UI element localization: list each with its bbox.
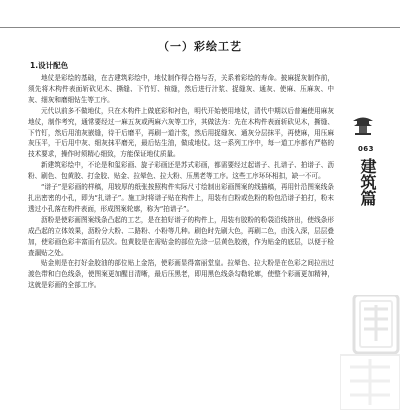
seal-watermark-icon bbox=[340, 295, 400, 410]
chapter-name: 建筑篇 bbox=[358, 158, 377, 206]
body-text bbox=[28, 73, 334, 291]
paragraph: 地仗是彩绘的基础，在古建筑彩绘中，地仗制作得合格与否，关系着彩绘的寿命。披麻捉灰制作前，须先将木构件表面斩砍见木、撕缝、下竹钉、楦缝，然后进行汁浆、捉缝灰、通灰、使麻、压麻灰、中灰、细灰和磨细钻生等工序。 bbox=[28, 74, 334, 104]
section-title: （一）彩绘工艺 bbox=[158, 40, 242, 53]
subsection-heading: 1.设计配色 bbox=[30, 61, 69, 70]
header-rule bbox=[0, 27, 400, 28]
paragraph: 贴金则是在打好金胶油的部位贴上金箔，使彩画显得富丽堂皇。拉晕色、拉大粉是在色彩之间拉出过渡色带和白色线条，使图案更加醒目清晰，最后压黑老，即用黑色线条勾勒轮廓，使整个彩画更加精神，这就是彩画的全部工序。 bbox=[28, 259, 334, 290]
page-number: 063 bbox=[357, 145, 375, 153]
pagoda-icon bbox=[350, 112, 376, 138]
paragraph: 元代以前多不做地仗，只在木构件上做底彩和衬色，明代开始使用地仗，清代中期以后普遍使用麻灰地仗，制作考究，通常要经过一麻五灰或两麻六灰等工序，其做法为：先在木构件表面斩砍见木，撕缝、下竹钉，然后用油灰嵌缝，待干后磨平，再刷一道汁浆，然后用捉缝灰、通灰分层抹平，再使麻，用压麻灰压平，干后用中灰、细灰抹平磨光，最后钻生油，做成地仗。这一系列工序中，每一道工序都有严格的技术要求，操作时须精心细致，方能保证地仗质量。 bbox=[28, 106, 334, 159]
paragraph: 沥粉是使彩画图案线条凸起的工艺，是在拍好谱子的构件上，用装有胶粉的粉袋沿线挤出，使线条形成凸起的立体效果，沥粉分大粉、二路粉、小粉等几种。刷色时先刷大色，再刷二色，由浅入深，层层叠加，使彩画色彩丰富而有层次。包黄胶是在需贴金的部位先涂一层黄色胶液，作为贴金的底层，以便于检查漏贴之处。 bbox=[28, 215, 334, 257]
paragraph: 新建筑彩绘中，不论是和玺彩画、旋子彩画还是苏式彩画，都需要经过起谱子、扎谱子、拍谱子、沥粉、刷色、包黄胶、打金胶、贴金、拉晕色、拉大粉、压黑老等工序。这些工序环环相扣，缺一不可。 bbox=[28, 161, 334, 181]
page-header bbox=[0, 0, 400, 34]
paragraph: “谱子”是彩画的样稿，用较厚的纸张按照构件实际尺寸绘制出彩画图案的线描稿，再用针沿图案线条扎出密密的小孔，即为“扎谱子”。施工时将谱子贴在构件上，用装有白粉或色粉的粉包沿谱子拍打，粉末透过小孔落在构件表面，形成图案轮廓，称为“拍谱子”。 bbox=[28, 183, 334, 213]
